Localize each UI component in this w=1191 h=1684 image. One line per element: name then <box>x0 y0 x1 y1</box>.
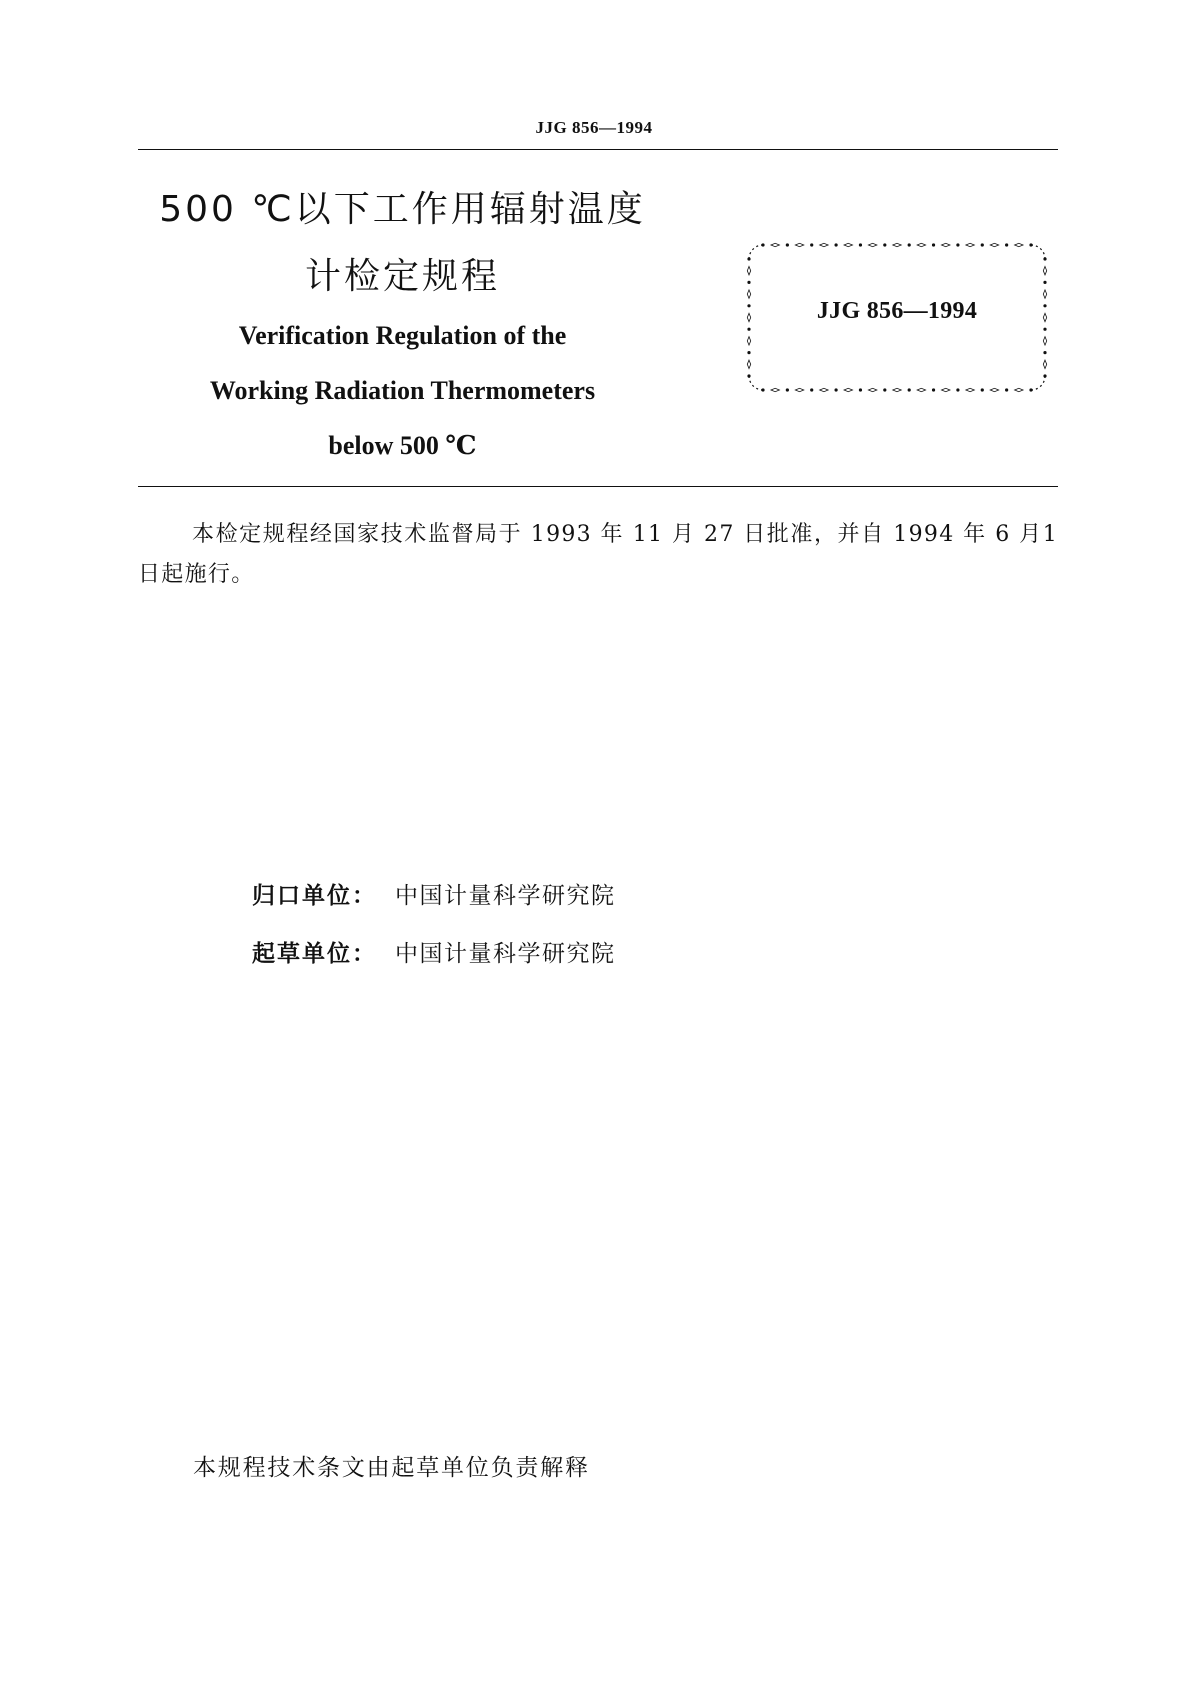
standard-code-box <box>744 240 1050 395</box>
bottom-divider <box>138 486 1058 487</box>
organization-value: 中国计量科学研究院 <box>395 883 616 909</box>
title-chinese-line-1: 500 ℃以下工作用辐射温度 <box>159 189 646 230</box>
approval-statement: 本检定规程经国家技术监督局于 1993 年 11 月 27 日批准，并自 1994 年 6 月1 日起施行。 <box>138 522 1058 587</box>
title-english-line-3: below 500 ℃ <box>328 431 477 460</box>
title-english-line-2: Working Radiation Thermometers <box>209 376 596 405</box>
title-english-line-1: Verification Regulation of the <box>238 321 567 350</box>
running-header-code: JJG 856—1994 <box>535 118 653 137</box>
organization-row-drafting <box>252 943 616 966</box>
standard-code-label: JJG 856—1994 <box>816 298 978 324</box>
organization-label: 起草单位： <box>252 941 377 967</box>
organization-row-responsible <box>252 885 616 908</box>
top-divider <box>138 149 1058 150</box>
organization-value: 中国计量科学研究院 <box>395 941 616 967</box>
interpretation-note: 本规程技术条文由起草单位负责解释 <box>193 1455 590 1481</box>
organization-label: 归口单位： <box>252 883 377 909</box>
title-chinese-line-2: 计检定规程 <box>304 256 500 297</box>
